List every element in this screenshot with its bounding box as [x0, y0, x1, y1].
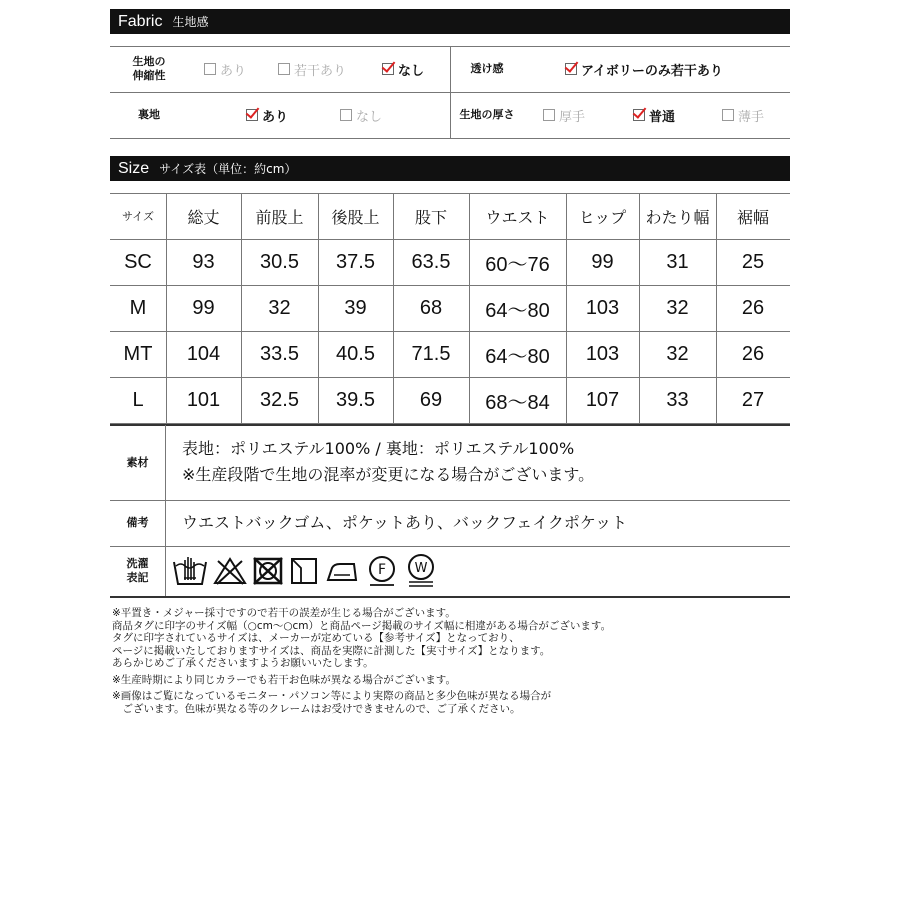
- no-bleach-icon: [213, 556, 247, 586]
- hand-wash-icon: [172, 554, 208, 588]
- size-row-label: M: [129, 296, 147, 319]
- size-cell: 30.5: [260, 250, 299, 273]
- line-dry-icon: [289, 556, 319, 586]
- size-row-label: SC: [124, 250, 152, 273]
- stretch-option-yes[interactable]: [204, 46, 246, 92]
- size-cell: 99: [591, 250, 614, 273]
- wet-clean-w-icon: [404, 553, 438, 589]
- size-cell: 103: [585, 296, 620, 319]
- size-cell: 71.5: [411, 342, 451, 365]
- size-cell: 99: [192, 296, 215, 319]
- fabric-title: Fabric: [118, 12, 163, 30]
- note-line: ※平置き・メジャー採寸ですので若干の誤差が生じる場合がございます。: [112, 607, 456, 619]
- note-line: タグに印字されているサイズは、メーカーが定めている【参考サイズ】となっており、: [112, 632, 520, 644]
- size-subtitle: サイズ表（単位：約cm）: [159, 162, 297, 176]
- note-line: ございます。色味が異なる等のクレームはお受けできませんので、ご了承ください。: [112, 702, 521, 715]
- size-cell: 32: [666, 342, 689, 365]
- thickness-option-thick[interactable]: [543, 92, 585, 138]
- stretch-label-line1: 生地の: [132, 55, 166, 68]
- size-row-label: MT: [123, 342, 153, 365]
- option-label: なし: [356, 109, 383, 125]
- option-label: あり: [220, 63, 247, 79]
- material-label: 素材: [126, 455, 149, 469]
- size-cell: 33.5: [260, 342, 299, 365]
- option-label: 厚手: [559, 109, 586, 125]
- care-label-line2: 表記: [126, 571, 149, 584]
- size-cell: 60〜76: [485, 253, 550, 276]
- note-line: ※生産時期により同じカラーでも若干お色味が異なる場合がございます。: [112, 673, 456, 686]
- wet-clean-letter: W: [414, 561, 428, 576]
- lining-option-yes[interactable]: [246, 92, 288, 138]
- size-cell: 101: [186, 388, 221, 411]
- remarks-label: 備考: [126, 516, 149, 529]
- thickness-option-normal[interactable]: [633, 92, 675, 138]
- size-cell: 40.5: [336, 342, 375, 365]
- size-cell: 27: [741, 388, 765, 411]
- dry-clean-letter: F: [377, 562, 387, 578]
- option-label: 薄手: [738, 109, 765, 125]
- lining-option-no[interactable]: [340, 92, 382, 138]
- checkbox-icon: [204, 63, 216, 75]
- fabric-header-bar: [110, 9, 790, 34]
- option-label: 若干あり: [294, 63, 347, 79]
- size-cell: 68〜84: [485, 391, 550, 414]
- size-column-header: 前股上: [255, 207, 304, 227]
- material-line1: 表地：ポリエステル100% / 裏地：ポリエステル100%: [182, 439, 575, 458]
- size-cell: 25: [741, 250, 765, 273]
- transparency-option[interactable]: [565, 46, 723, 92]
- size-cell: 31: [666, 250, 689, 273]
- care-label: [110, 546, 165, 596]
- remarks-text: ウエストバックゴム、ポケットあり、バックフェイクポケット: [182, 513, 628, 532]
- size-cell: 37.5: [336, 250, 375, 273]
- size-cell: 32: [666, 296, 689, 319]
- care-icons: [172, 553, 438, 589]
- option-label: アイボリーのみ若干あり: [581, 63, 723, 79]
- thickness-option-thin[interactable]: [722, 92, 764, 138]
- checked-checkbox-icon: [565, 63, 577, 75]
- fabric-subtitle: 生地感: [172, 15, 209, 29]
- size-cell: 64〜80: [485, 345, 550, 368]
- size-cell: 64〜80: [485, 299, 550, 322]
- transparency-label: 透け感: [470, 62, 504, 75]
- size-cell: 39.5: [336, 388, 375, 411]
- checked-checkbox-icon: [246, 109, 258, 121]
- size-cell: 107: [585, 388, 620, 411]
- size-column-header: ウエスト: [485, 207, 550, 227]
- size-header-bar: [110, 156, 790, 181]
- size-cell: 26: [741, 342, 765, 365]
- size-column-header: 股下: [414, 207, 447, 227]
- size-column-header: わたり幅: [645, 207, 710, 227]
- note-line: あらかじめご了承くださいますようお願いいたします。: [112, 657, 374, 669]
- material-line2: ※生産段階で生地の混率が変更になる場合がございます。: [182, 465, 595, 484]
- option-label: なし: [398, 63, 425, 79]
- checkbox-icon: [278, 63, 290, 75]
- size-cell: 32.5: [260, 388, 299, 411]
- note-line: ※画像はご覧になっているモニター・パソコン等により実際の商品と多少色味が異なる場合が: [112, 690, 552, 702]
- checkbox-icon: [722, 109, 734, 121]
- size-column-header: 後股上: [331, 207, 380, 227]
- note-line: ページに掲載いたしておりますサイズは、商品を実際に計測した【実寸サイズ】となります。: [112, 644, 551, 657]
- no-tumble-dry-icon: [252, 556, 284, 586]
- size-column-header: ヒップ: [578, 207, 627, 227]
- care-label-line1: 洗濯: [126, 557, 149, 570]
- size-cell: 32: [268, 296, 291, 319]
- size-row-label: L: [132, 388, 144, 411]
- size-cell: 26: [741, 296, 765, 319]
- divider: [110, 596, 790, 598]
- size-header-label: サイズ: [121, 210, 155, 223]
- iron-low-icon: [324, 556, 360, 586]
- dry-clean-f-icon: [365, 554, 399, 588]
- lining-label: 裏地: [138, 108, 160, 121]
- divider: [110, 500, 790, 501]
- note-line: 商品タグに印字のサイズ幅（○cm〜○cm）と商品ページ掲載のサイズ幅に相違がある場合がございます。: [112, 619, 612, 632]
- size-cell: 39: [344, 296, 367, 319]
- material-text: [182, 436, 594, 488]
- divider: [110, 546, 790, 547]
- checkbox-icon: [340, 109, 352, 121]
- checked-checkbox-icon: [633, 109, 645, 121]
- size-cell: 103: [585, 342, 620, 365]
- size-cell: 69: [419, 388, 443, 411]
- stretch-label: [110, 46, 188, 92]
- stretch-option-slight[interactable]: [278, 46, 346, 92]
- notes: [112, 607, 611, 715]
- size-column-header: 総丈: [187, 207, 220, 227]
- size-cell: 93: [192, 250, 215, 273]
- stretch-option-none[interactable]: [382, 46, 424, 92]
- checkbox-icon: [543, 109, 555, 121]
- thickness-label: 生地の厚さ: [459, 108, 515, 121]
- size-cell: 68: [419, 296, 443, 319]
- size-cell: 33: [666, 388, 689, 411]
- divider: [110, 138, 790, 139]
- divider: [165, 425, 166, 596]
- option-label: あり: [262, 109, 289, 125]
- stretch-label-line2: 伸縮性: [132, 69, 166, 82]
- divider: [110, 424, 790, 426]
- size-column-header: 裾幅: [736, 207, 769, 227]
- size-cell: 104: [186, 342, 221, 365]
- checked-checkbox-icon: [382, 63, 394, 75]
- size-title: Size: [118, 159, 150, 177]
- size-cell: 63.5: [411, 250, 451, 273]
- option-label: 普通: [649, 109, 676, 125]
